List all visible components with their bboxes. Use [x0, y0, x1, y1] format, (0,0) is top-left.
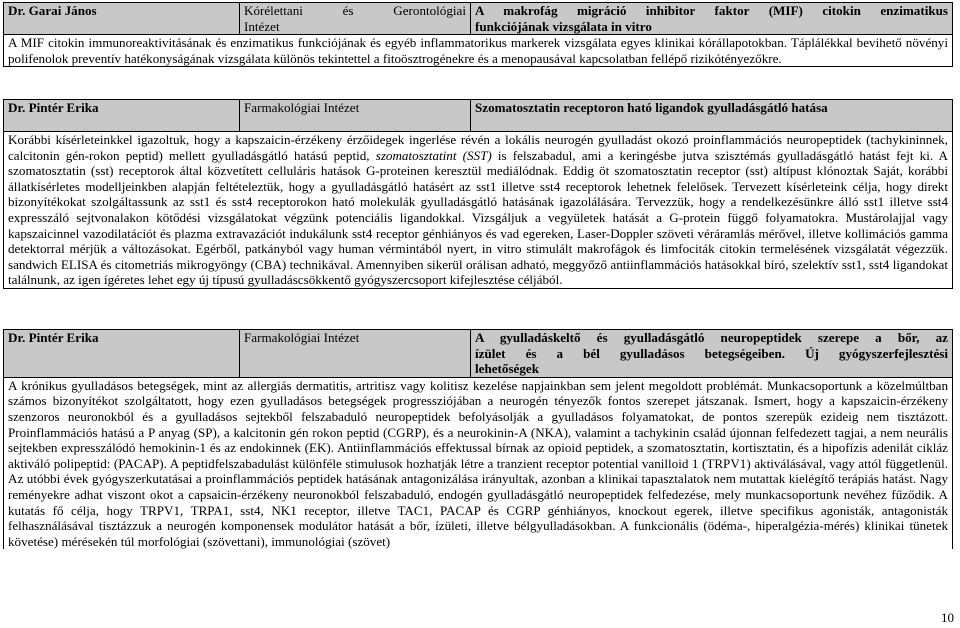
description-keyword: szomatosztatint (SST) — [375, 147, 492, 163]
project-table-2 — [3, 99, 953, 289]
project-title — [471, 3, 953, 35]
project-description: A krónikus gyulladásos betegségek, mint az allergiás dermatitis, artritisz vagy kolitisz kezelése napjainkban sem jelent megoldott problémát. Munkacsoportunk a közelmúltban számos bizonyítékot szolgáltatott, hogy ezen gyulladásos betegségek progressziójában a neurogén tényezők fontos szerepet játszanak. Ismert, hogy a kapszaicin-érzékeny szenzoros neuronokból és a gyulladásos sejtekből felszabaduló neuropeptidek befolyásolják a gyulladásos folyamatokat, de pontos szerepük ezideig nem tisztázott. Proinflammációs hatású a P anyag (SP), a kalcitonin gén rokon peptid (CGRP), és a neurokinin-A (NKA), valamint a tachykinin család újonnan felfedezett tagjai, a nem neurális sejtekben expresszálódó hemokinin-1 és az endokinnek (EK). Antiinflammációs effektussal bírnak az opioid peptidek, a szomatosztatin, kortisztatin, és a hipofízis adenilát cikláz aktiváló polipeptid: (PACAP). A peptidfelszabadulást különféle stimulusok hozhatják létre a tranzient receptor potential vanilloid 1 (TRPV1) aktiválásával, vagy attól függetlenül. Az utóbbi évek gyógyszerkutatásai a proinflammációs peptidek hatásának antagonizálása irányultak, azonban a klinikai tapasztalatok nem mutattak kielégítő terápiás hatást. Nagy reményekre adhat viszont okot a capsaicin-érzékeny neuronokból felszabaduló, endogén gyulladásgátló neuropeptidek felfedezése, mely munkacsoportunk nevéhez fűződik. A kutatás fő célja, hogy TRPV1, TRPA1, sst4, NK1 receptor, illetve TAC1, PACAP és CGRP génhiányos, knockout egerek, illetve specifikus agonisták, antagonisták felhasználásával tisztázzuk a neurogén komponensek modulátor hatását a bőr, ízületi, illetve bélgyulladásokban. A funkcionális (ödéma-, hiperalgézia-mérés) klinikai tünetek követése) mérésekén túl morfológiai (szövettani), immunológiai (szövet) — [4, 377, 953, 549]
project-header-row — [4, 100, 953, 132]
project-header-row — [4, 3, 953, 35]
project-description-row — [4, 377, 953, 549]
project-description — [4, 132, 953, 289]
page-number: 10 — [941, 610, 954, 625]
description-text: is felszabadul, ami a keringésbe jutva szisztémás gyulladásgátló hatást fejt ki. A szomatosztatin (sst) receptorok által közvetített celluláris hatások G-proteinen keresztül mediálódnak. Eddig öt szomatosztatin receptor (sst) altípust klónoztak Saját, korábbi állatkísérletes modelljeinkben alapján feltételeztük, hogy a gyulladásgátló hatásért az sst1 illetve sst4 receptorok lehetnek felelősek. Tervezett kísérleteink célja, hogy direkt bizonyítékokat szolgáltassunk az sst1 és sst4 receptorokon ható molekulák gyulladásgátló hatásának igazolálására. Tervezzük, hogy a rendelkezésünkre álló sst1 illetve sst4 expresszáló sejtvonalakon kötődési vizsgálatokat végzünk potenciális ligandokkal. Vizsgáljuk a vegyületek hatását a G-protein függő folyamatokra. Mustárolajjal vagy kapszaicinnel vazodilatációt és plazma extravazációt indukálunk sst4 receptor génhiányos és vad egereken, Laser-Doppler szöveti véráramlás mérővel, illetve kollimációs gamma detektorral mérjük a változásokat. Egérből, patkányból vagy human vérmintából nyert, in vitro stimulált makrofágok és limfociták citokin termelésének vizsgálatát végezzük. sandwich ELISA és citometriás mikrogyöngy (CBA) technikával. Amennyiben sikerül orálisan adható, meggyőző antiinflammációs hatásokkal bíró, szelektív sst1, sst4 ligandokat találnunk, az igen ígéretes lehet egy új típusú gyulladáscsökkentő gyógyszercsoport kifejlesztése céljából. — [8, 147, 948, 288]
project-table-3 — [3, 329, 953, 549]
project-title-line: funkciójának vizsgálata in vitro — [475, 18, 652, 34]
description-text: Korábbi kísérleteinkkel igazoltuk, hogy a kapszaicin-érzékeny érzőidegek ingerlése révén a lokális neurogén gyulladást okozó proinflammációs neuropeptidek (tachykininnek, calcitonin gén-rokon peptid) mellett gyulladásgátló hatású peptid, — [8, 132, 948, 163]
department-word: Gerontológiai — [393, 3, 466, 18]
project-title-line: A makrofág migráció inhibitor faktor (MIF) citokin enzimatikus — [475, 3, 948, 18]
project-table-1 — [3, 2, 953, 67]
department-word: Kórélettani — [244, 3, 303, 18]
department-name: Farmakológiai Intézet — [240, 330, 471, 378]
author-name: Dr. Garai János — [4, 3, 240, 35]
project-title — [471, 330, 953, 378]
department-name: Farmakológiai Intézet — [240, 100, 471, 132]
project-title-line: ízület és a bél gyulladásos betegségeiben. Új gyógyszerfejlesztési — [475, 345, 948, 361]
project-header-row — [4, 330, 953, 378]
project-description: A MIF citokin immunoreaktivitásának és enzimatikus funkciójának és egyéb inflammatorikus markerek vizsgálata egyes klinikai kórállapotokban. Táplálékkal bevihető növényi polifenolok preventív hatékonyságának vizsgálata különös tekintettel a fitoösztrogénekre és a menopausával kapcsolatban fellépő rizikótényezőkre. — [4, 35, 953, 67]
project-description-row — [4, 35, 953, 67]
project-title-line: A gyulladáskeltő és gyulladásgátló neuropeptidek szerepe a bőr, az — [475, 330, 948, 345]
department-word: és — [342, 3, 354, 18]
project-title-line: lehetőségek — [475, 361, 539, 377]
project-title: Szomatosztatin receptoron ható ligandok gyulladásgátló hatása — [471, 100, 953, 132]
department-name — [240, 3, 471, 35]
project-description-row — [4, 132, 953, 289]
author-name: Dr. Pintér Erika — [4, 330, 240, 378]
department-word: Intézet — [244, 18, 280, 34]
author-name: Dr. Pintér Erika — [4, 100, 240, 132]
